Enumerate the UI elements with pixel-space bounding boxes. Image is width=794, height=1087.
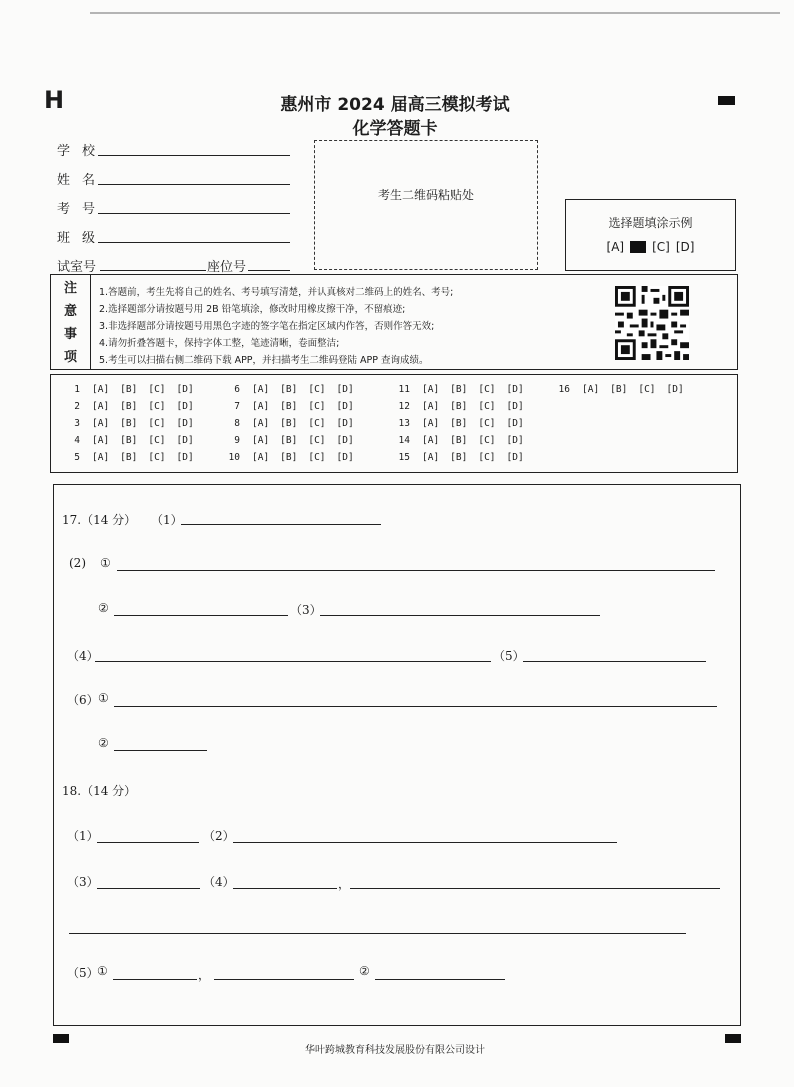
footer-designer: 华叶跨城教育科技发展股份有限公司设计 bbox=[305, 1045, 485, 1056]
q17-part2-label: (2) bbox=[69, 556, 86, 570]
mc-option-bubble[interactable]: [B] bbox=[450, 435, 468, 446]
mc-option-bubble[interactable]: [C] bbox=[308, 435, 326, 446]
q18-part3-label: （3） bbox=[67, 875, 99, 889]
mc-option-bubble[interactable]: [C] bbox=[478, 435, 496, 446]
notice-heading-char: 事 bbox=[63, 327, 77, 342]
mc-option-bubble[interactable]: [B] bbox=[280, 401, 298, 412]
qr-paste-area bbox=[314, 140, 538, 270]
q18-part1-answer-line[interactable] bbox=[97, 842, 199, 843]
alignment-mark-bottom-right bbox=[725, 1034, 741, 1043]
mc-option-bubble[interactable]: [A] bbox=[422, 435, 440, 446]
mc-question-number: 16 bbox=[558, 384, 570, 395]
mc-option-bubble[interactable]: [A] bbox=[92, 384, 110, 395]
mc-option-bubble[interactable]: [B] bbox=[450, 452, 468, 463]
q18-part2-answer-line[interactable] bbox=[233, 842, 617, 843]
mc-option-bubble[interactable]: [C] bbox=[308, 418, 326, 429]
mc-question-row bbox=[540, 384, 695, 395]
mc-question-number: 5 bbox=[74, 452, 80, 463]
mc-question-number: 15 bbox=[398, 452, 410, 463]
name-field[interactable] bbox=[98, 184, 290, 185]
mc-option-bubble[interactable]: [A] bbox=[252, 384, 270, 395]
mc-option-bubble[interactable]: [A] bbox=[422, 401, 440, 412]
exam-no-label: 考号 bbox=[57, 202, 108, 217]
mc-option-bubble[interactable]: [B] bbox=[450, 418, 468, 429]
mc-question-row bbox=[50, 384, 205, 395]
name-label: 姓名 bbox=[57, 173, 108, 188]
mc-question-number: 4 bbox=[74, 435, 80, 446]
mc-option-bubble[interactable]: [C] bbox=[308, 384, 326, 395]
mc-question-row bbox=[210, 452, 365, 463]
filled-bubble-icon bbox=[630, 241, 646, 253]
mc-option-bubble[interactable]: [B] bbox=[120, 401, 138, 412]
q17-part2-circle1: ① bbox=[100, 556, 111, 570]
mc-option-bubble[interactable]: [D] bbox=[666, 384, 684, 395]
q17-part2-2-answer-line[interactable] bbox=[114, 615, 288, 616]
q18-part2-label: （2） bbox=[203, 829, 235, 843]
fill-example-row bbox=[565, 240, 736, 254]
q18-part4-answer-line-c[interactable] bbox=[69, 933, 686, 934]
mc-option-bubble[interactable]: [A] bbox=[422, 418, 440, 429]
class-field[interactable] bbox=[98, 242, 290, 243]
q17-part6-label: （6） bbox=[67, 693, 99, 707]
seat-field[interactable] bbox=[248, 270, 290, 271]
q18-part5-2-answer-line[interactable] bbox=[375, 979, 505, 980]
mc-option-bubble[interactable]: [C] bbox=[148, 418, 166, 429]
answer-area bbox=[53, 484, 741, 1026]
card-title: 化学答题卡 bbox=[352, 119, 438, 139]
mc-question-row bbox=[380, 435, 535, 446]
mc-option-bubble[interactable]: [C] bbox=[148, 384, 166, 395]
mc-option-bubble[interactable]: [D] bbox=[176, 452, 194, 463]
fill-example-option-c: [C] bbox=[652, 240, 670, 254]
qr-paste-label: 考生二维码粘贴处 bbox=[377, 188, 474, 202]
q17-heading: 17.（14 分） bbox=[62, 513, 137, 527]
mc-question-number: 2 bbox=[74, 401, 80, 412]
mc-option-bubble[interactable]: [C] bbox=[478, 418, 496, 429]
q17-part6-circle2: ② bbox=[98, 736, 109, 750]
notice-item: 1.答题前，考生先将自己的姓名、考号填写清楚，并认真核对二维码上的姓名、考号; bbox=[99, 287, 454, 298]
mc-question-row bbox=[380, 384, 535, 395]
q18-part5-comma: ， bbox=[198, 968, 211, 982]
mc-option-bubble[interactable]: [D] bbox=[506, 401, 524, 412]
notice-heading-char: 意 bbox=[63, 304, 77, 319]
notice-heading-char: 注 bbox=[63, 281, 77, 296]
mc-question-number: 6 bbox=[234, 384, 240, 395]
mc-option-bubble[interactable]: [D] bbox=[336, 418, 354, 429]
mc-option-bubble[interactable]: [D] bbox=[176, 418, 194, 429]
notice-heading-char: 项 bbox=[63, 350, 77, 365]
mc-option-bubble[interactable]: [B] bbox=[280, 452, 298, 463]
mc-option-bubble[interactable]: [D] bbox=[506, 384, 524, 395]
notice-item: 4.请勿折叠答题卡，保持字体工整，笔迹清晰，卷面整洁; bbox=[99, 338, 340, 349]
scan-edge-line bbox=[90, 12, 780, 14]
alignment-mark-bottom-left bbox=[53, 1034, 69, 1043]
fill-example-box bbox=[565, 199, 736, 271]
mc-option-bubble[interactable]: [C] bbox=[478, 401, 496, 412]
mc-option-bubble[interactable]: [C] bbox=[308, 452, 326, 463]
q18-part1-label: （1） bbox=[67, 829, 99, 843]
mc-option-bubble[interactable]: [D] bbox=[336, 435, 354, 446]
mc-question-row bbox=[50, 418, 205, 429]
q17-part3-answer-line[interactable] bbox=[320, 615, 600, 616]
mc-question-row bbox=[210, 418, 365, 429]
mc-option-bubble[interactable]: [A] bbox=[92, 452, 110, 463]
q17-part2-circle2: ② bbox=[98, 601, 109, 615]
mc-option-bubble[interactable]: [D] bbox=[506, 435, 524, 446]
mc-option-bubble[interactable]: [A] bbox=[252, 452, 270, 463]
notice-item: 2.选择题部分请按题号用 2B 铅笔填涂，修改时用橡皮擦干净，不留痕迹; bbox=[99, 304, 406, 315]
fill-example-title: 选择题填涂示例 bbox=[608, 216, 693, 230]
room-label: 试室号 bbox=[57, 260, 97, 275]
exam-title: 惠州市 2024 届高三模拟考试 bbox=[280, 95, 510, 115]
q17-part6-2-answer-line[interactable] bbox=[114, 750, 207, 751]
mc-option-bubble[interactable]: [A] bbox=[252, 401, 270, 412]
mc-option-bubble[interactable]: [A] bbox=[252, 418, 270, 429]
mc-question-row bbox=[50, 452, 205, 463]
seat-label: 座位号 bbox=[207, 260, 247, 275]
room-field[interactable] bbox=[100, 270, 206, 271]
notice-item: 5.考生可以扫描右侧二维码下载 APP，并扫描考生二维码登陆 APP 查询成绩。 bbox=[99, 355, 429, 366]
mc-option-bubble[interactable]: [D] bbox=[176, 435, 194, 446]
alignment-mark-top-right bbox=[718, 96, 735, 105]
mc-option-bubble[interactable]: [C] bbox=[478, 384, 496, 395]
notice-item: 3.非选择题部分请按题号用黑色字迹的签字笔在指定区域内作答，否则作答无效; bbox=[99, 321, 435, 332]
fill-example-option-d: [D] bbox=[675, 240, 695, 254]
mc-question-row bbox=[210, 435, 365, 446]
paper-version-letter: H bbox=[44, 86, 65, 114]
mc-option-bubble[interactable]: [A] bbox=[422, 384, 440, 395]
q18-part4-comma: ， bbox=[338, 877, 351, 891]
mc-option-bubble[interactable]: [D] bbox=[506, 418, 524, 429]
mc-question-number: 11 bbox=[398, 384, 410, 395]
mc-option-bubble[interactable]: [C] bbox=[148, 452, 166, 463]
class-label: 班级 bbox=[57, 231, 108, 246]
mc-option-bubble[interactable]: [B] bbox=[450, 384, 468, 395]
mc-question-row bbox=[380, 418, 535, 429]
mc-option-bubble[interactable]: [B] bbox=[120, 384, 138, 395]
mc-question-number: 3 bbox=[74, 418, 80, 429]
mc-option-bubble[interactable]: [D] bbox=[336, 384, 354, 395]
mc-option-bubble[interactable]: [B] bbox=[280, 384, 298, 395]
mc-option-bubble[interactable]: [D] bbox=[336, 452, 354, 463]
mc-option-bubble[interactable]: [B] bbox=[120, 418, 138, 429]
mc-option-bubble[interactable]: [C] bbox=[148, 401, 166, 412]
mc-option-bubble[interactable]: [A] bbox=[92, 435, 110, 446]
mc-option-bubble[interactable]: [B] bbox=[280, 435, 298, 446]
mc-option-bubble[interactable]: [D] bbox=[336, 401, 354, 412]
q18-part4-label: （4） bbox=[203, 875, 235, 889]
mc-option-bubble[interactable]: [B] bbox=[610, 384, 628, 395]
q17-part1-answer-line[interactable] bbox=[181, 524, 381, 525]
mc-option-bubble[interactable]: [A] bbox=[422, 452, 440, 463]
mc-option-bubble[interactable]: [C] bbox=[478, 452, 496, 463]
mc-option-bubble[interactable]: [B] bbox=[450, 401, 468, 412]
mc-option-bubble[interactable]: [A] bbox=[252, 435, 270, 446]
mc-option-bubble[interactable]: [C] bbox=[308, 401, 326, 412]
mc-option-bubble[interactable]: [B] bbox=[280, 418, 298, 429]
mc-option-bubble[interactable]: [B] bbox=[120, 435, 138, 446]
q18-part5-1-answer-line-b[interactable] bbox=[214, 979, 354, 980]
school-field[interactable] bbox=[98, 155, 290, 156]
q17-part3-label: （3） bbox=[290, 603, 322, 617]
q18-heading: 18.（14 分） bbox=[62, 784, 137, 798]
mc-option-bubble[interactable]: [C] bbox=[148, 435, 166, 446]
mc-option-bubble[interactable]: [A] bbox=[92, 418, 110, 429]
mc-question-row bbox=[210, 384, 365, 395]
q17-part6-circle1: ① bbox=[98, 691, 109, 705]
mc-option-bubble[interactable]: [C] bbox=[638, 384, 656, 395]
app-qr-code-icon[interactable] bbox=[614, 286, 690, 360]
mc-option-bubble[interactable]: [B] bbox=[120, 452, 138, 463]
mc-question-number: 8 bbox=[234, 418, 240, 429]
mc-question-row bbox=[380, 401, 535, 412]
q17-part5-answer-line[interactable] bbox=[523, 661, 706, 662]
q18-part5-1-answer-line-a[interactable] bbox=[113, 979, 197, 980]
mc-question-row bbox=[210, 401, 365, 412]
mc-question-number: 12 bbox=[398, 401, 410, 412]
q17-part6-1-answer-line[interactable] bbox=[114, 706, 717, 707]
mc-question-row bbox=[50, 435, 205, 446]
mc-option-bubble[interactable]: [D] bbox=[176, 401, 194, 412]
mc-option-bubble[interactable]: [D] bbox=[506, 452, 524, 463]
q17-part1-label: （1） bbox=[151, 513, 183, 527]
q18-part3-answer-line[interactable] bbox=[97, 888, 200, 889]
exam-no-field[interactable] bbox=[98, 213, 290, 214]
mc-option-bubble[interactable]: [A] bbox=[582, 384, 600, 395]
q18-part5-label: （5） bbox=[67, 966, 99, 980]
mc-question-number: 14 bbox=[398, 435, 410, 446]
q17-part4-label: （4） bbox=[67, 649, 99, 663]
q17-part5-label: （5） bbox=[493, 649, 525, 663]
mc-question-number: 10 bbox=[228, 452, 240, 463]
notice-heading bbox=[51, 275, 91, 369]
q18-part5-circle2: ② bbox=[359, 964, 370, 978]
q17-part4-answer-line[interactable] bbox=[95, 661, 491, 662]
mc-question-number: 7 bbox=[234, 401, 240, 412]
q18-part5-circle1: ① bbox=[97, 964, 108, 978]
q17-part2-1-answer-line[interactable] bbox=[117, 570, 715, 571]
mc-question-number: 9 bbox=[234, 435, 240, 446]
mc-question-row bbox=[50, 401, 205, 412]
mc-question-number: 1 bbox=[74, 384, 80, 395]
fill-example-option-a: [A] bbox=[606, 240, 625, 254]
mc-option-bubble[interactable]: [A] bbox=[92, 401, 110, 412]
q18-part4-answer-line-b[interactable] bbox=[350, 888, 720, 889]
mc-question-row bbox=[380, 452, 535, 463]
school-label: 学校 bbox=[57, 144, 108, 159]
q18-part4-answer-line-a[interactable] bbox=[233, 888, 337, 889]
mc-option-bubble[interactable]: [D] bbox=[176, 384, 194, 395]
mc-question-number: 13 bbox=[398, 418, 410, 429]
